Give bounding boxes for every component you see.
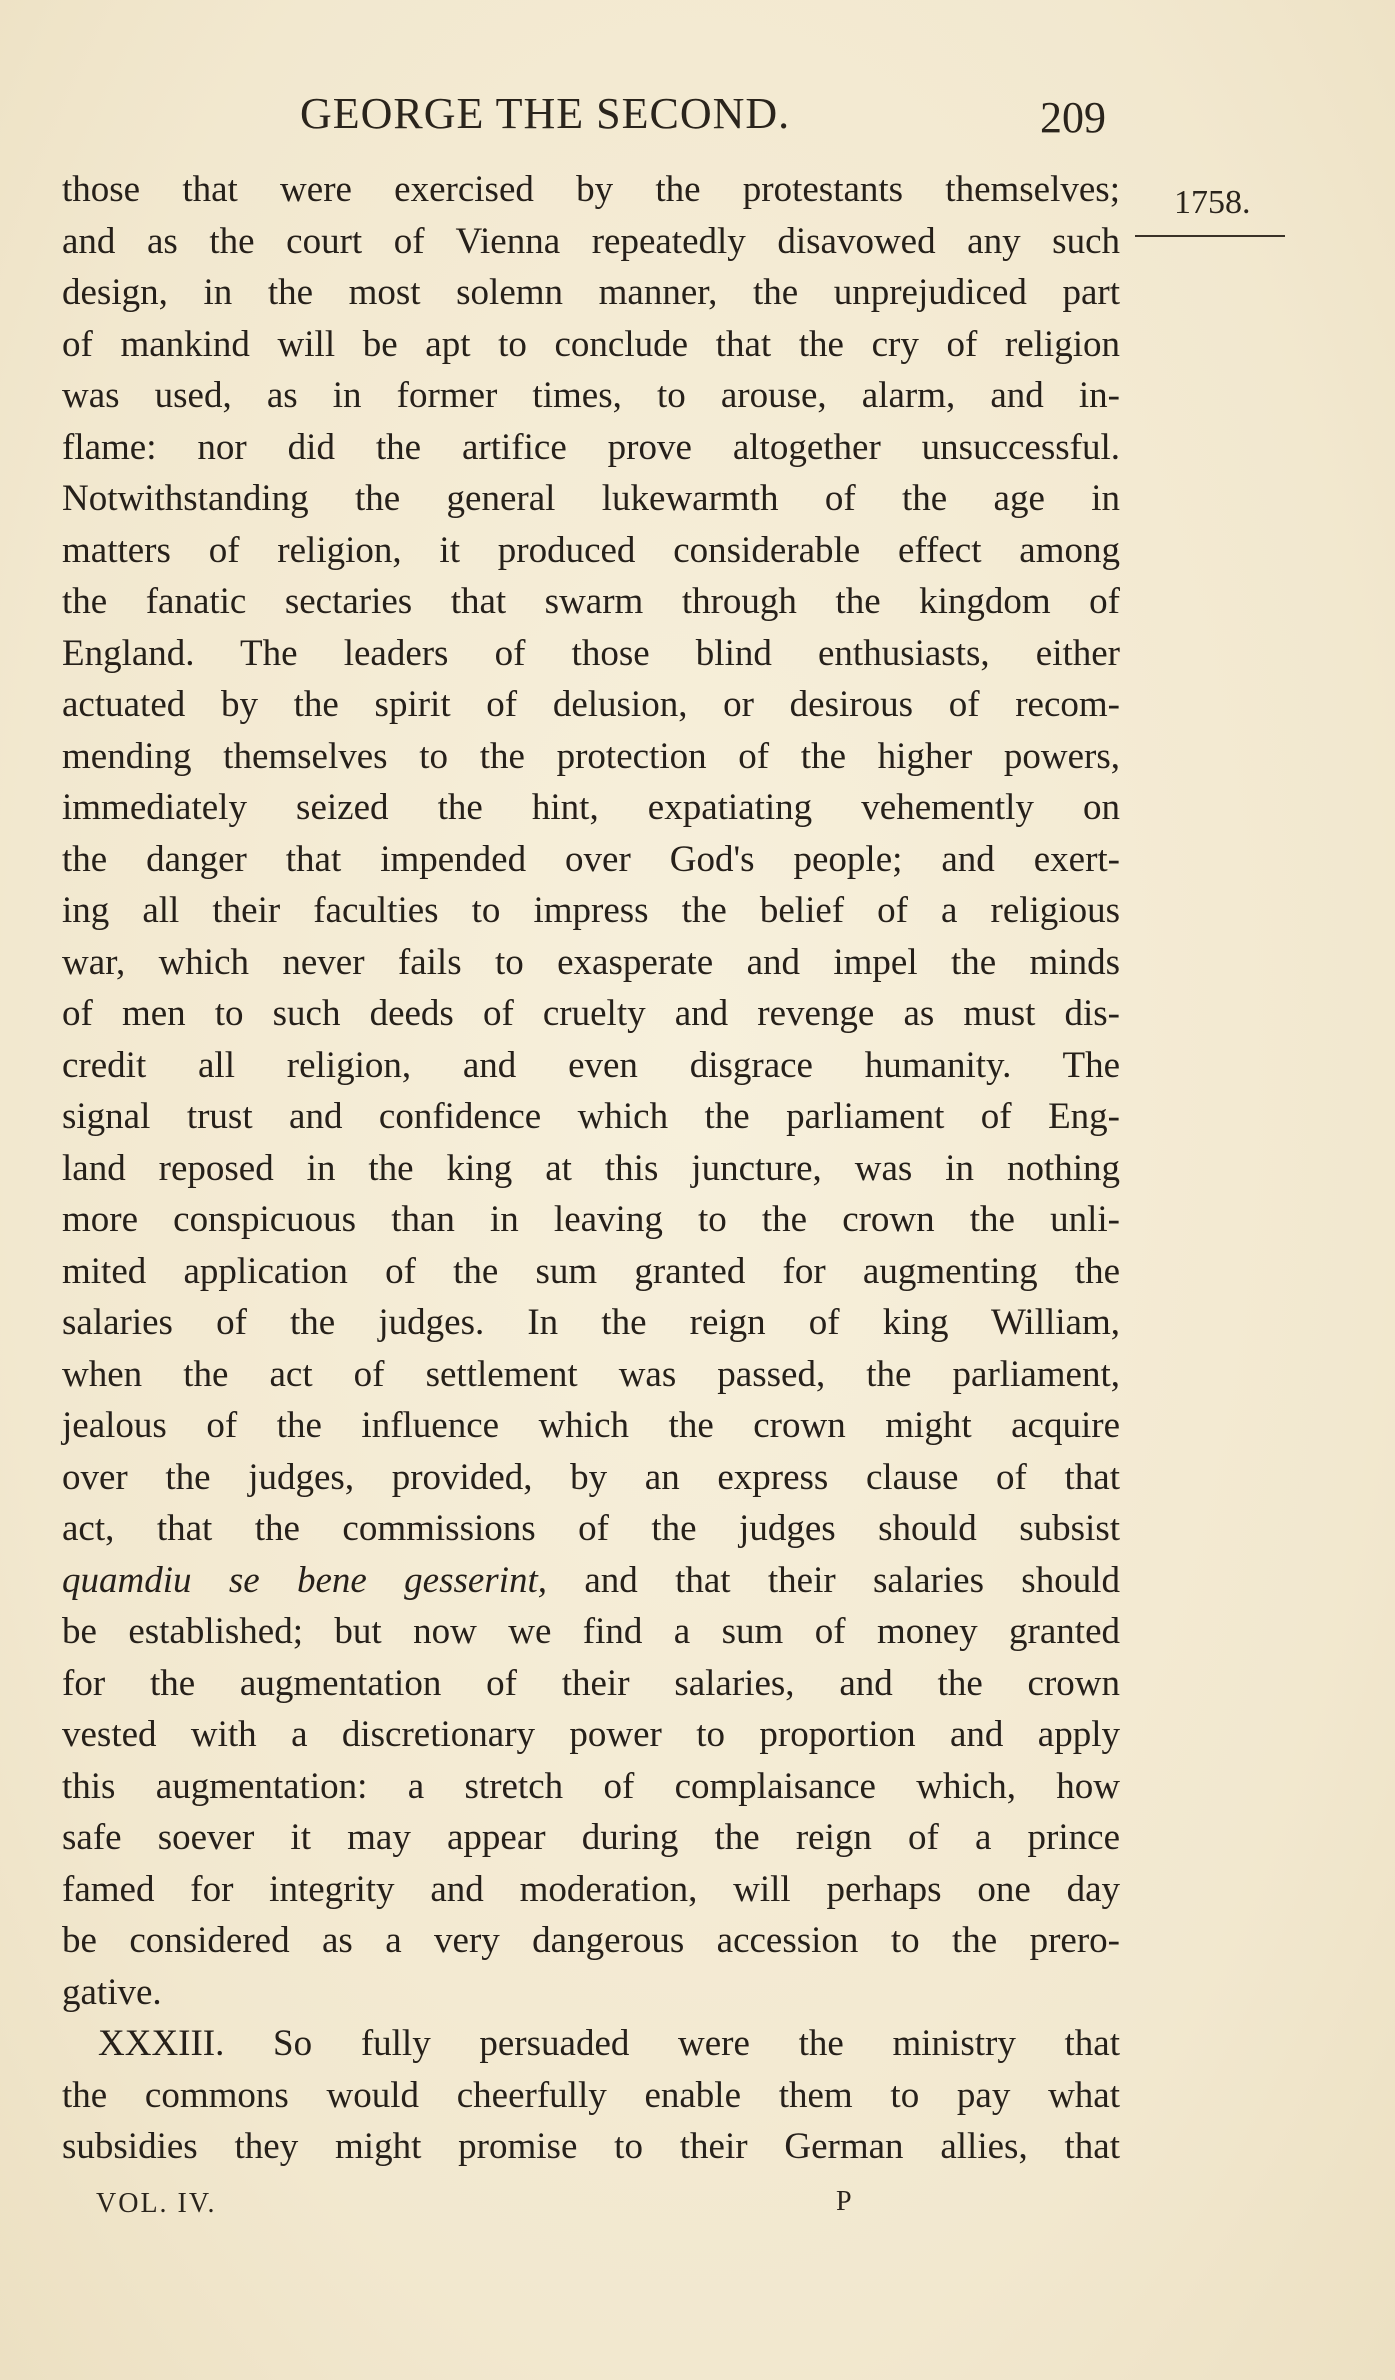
section-heading-line: XXXIII. So fully persuaded were the ministry that [98, 2023, 1120, 2064]
text-line: be considered as a very dangerous accession to the prero- [62, 1920, 1120, 1961]
text-line: signal trust and confidence which the parliament of Eng- [62, 1096, 1120, 1137]
text-line: famed for integrity and moderation, will perhaps one day [62, 1868, 1120, 1910]
text-line: design, in the most solemn manner, the unprejudiced part [62, 272, 1120, 313]
margin-year-note: 1758. [1174, 184, 1251, 221]
text-line: and as the court of Vienna repeatedly disavowed any such [62, 220, 1120, 262]
text-line: when the act of settlement was passed, the parliament, [62, 1353, 1120, 1395]
text-line: those that were exercised by the protestants themselves; [62, 169, 1120, 210]
text-line: act, that the commissions of the judges should subsist [62, 1508, 1120, 1549]
text-line: of mankind will be apt to conclude that the cry of religion [62, 323, 1120, 365]
text-line: salaries of the judges. In the reign of king William, [62, 1302, 1120, 1343]
text-line: England. The leaders of those blind enthusiasts, either [62, 632, 1120, 674]
text-line: this augmentation: a stretch of complaisance which, how [62, 1765, 1120, 1807]
text-line: of men to such deeds of cruelty and revenge as must dis- [62, 993, 1120, 1034]
text-line: credit all religion, and even disgrace humanity. The [62, 1044, 1120, 1086]
paragraph-end-line: gative. [62, 1971, 162, 2013]
latin-phrase: quamdiu se bene gesserint, [62, 1559, 548, 1601]
text-line: actuated by the spirit of delusion, or desirous of recom- [62, 684, 1120, 725]
text-fragment: and that their salaries should [584, 1559, 1120, 1601]
text-line: the danger that impended over God's people; and exert- [62, 838, 1120, 880]
text-line: ing all their faculties to impress the belief of a religious [62, 890, 1120, 931]
page-number: 209 [1040, 93, 1106, 142]
text-line: matters of religion, it produced considerable effect among [62, 529, 1120, 571]
body-text [62, 164, 1120, 2173]
text-line: mited application of the sum granted for augmenting the [62, 1250, 1120, 1292]
text-line: subsidies they might promise to their German allies, that [62, 2126, 1120, 2167]
text-line: land reposed in the king at this juncture, was in nothing [62, 1147, 1120, 1189]
text-line: Notwithstanding the general lukewarmth of the age in [62, 478, 1120, 519]
running-title: GEORGE THE SECOND. [300, 89, 791, 138]
text-line: the fanatic sectaries that swarm through the kingdom of [62, 581, 1120, 622]
text-line: be established; but now we find a sum of money granted [62, 1611, 1120, 1652]
text-line: jealous of the influence which the crown might acquire [62, 1405, 1120, 1446]
text-line: mending themselves to the protection of the higher powers, [62, 735, 1120, 777]
text-line: war, which never fails to exasperate and impel the minds [62, 941, 1120, 983]
volume-footer: VOL. IV. [96, 2188, 217, 2219]
text-line: was used, as in former times, to arouse, alarm, and in- [62, 375, 1120, 416]
text-line: the commons would cheerfully enable them to pay what [62, 2074, 1120, 2116]
text-line: safe soever it may appear during the reign of a prince [62, 1817, 1120, 1858]
text-line: over the judges, provided, by an express clause of that [62, 1456, 1120, 1498]
text-line: immediately seized the hint, expatiating vehemently on [62, 787, 1120, 828]
margin-rule [1135, 235, 1285, 237]
signature-mark: P [836, 2186, 852, 2217]
text-line: vested with a discretionary power to proportion and apply [62, 1714, 1120, 1755]
text-line: flame: nor did the artifice prove altogether unsuccessful. [62, 426, 1120, 468]
text-line-italic [62, 1555, 1120, 1607]
text-line: for the augmentation of their salaries, and the crown [62, 1662, 1120, 1704]
text-line: more conspicuous than in leaving to the crown the unli- [62, 1199, 1120, 1240]
